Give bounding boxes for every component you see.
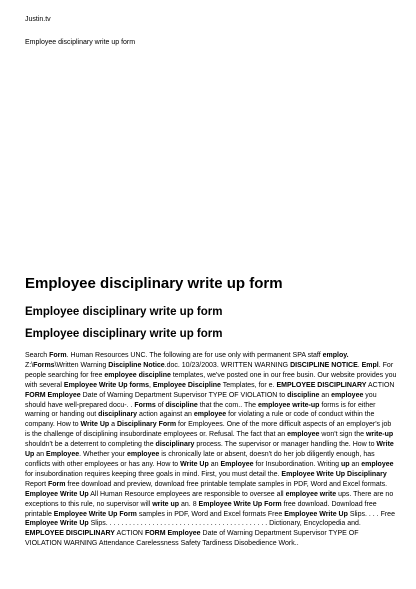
body-text-run: . Human Resources UNC. The following are for use only with permanent SPA staff [66,352,323,359]
body-bold-run: EMPLOYEE DISCIPLINARY [276,381,367,389]
body-text-run: process. The supervisor or manager handling the. How to [194,441,377,449]
body-text-run: . [357,361,362,369]
body-bold-run: up [340,460,350,468]
body-bold-run: employee [331,391,364,399]
body-text-run: Z:\ [25,361,34,369]
body-bold-run: employee write [285,490,337,498]
body-text-run: Slips. . . . Free [347,510,395,518]
running-title: Employee disciplinary write up form [25,39,136,46]
body-bold-run: employee [287,431,320,439]
body-bold-run: employee [126,451,160,459]
body-bold-run: Employee Write Up [25,520,89,528]
body-text-run: . Whether your [79,451,127,459]
body-bold-run: disciplinary [155,441,195,449]
body-text-run: \Written Warning [54,361,109,369]
body-bold-run: Disciplinary Form [116,421,177,429]
body-text-run: you should have well-prepared docu-. . [25,391,377,409]
body-text-run: an [208,460,221,468]
body-text-run: forms is for either warning or handing out [25,401,376,419]
body-text-run: , [148,381,153,389]
site-name: Justin.tv [25,16,51,23]
body-bold-run: Write Up [180,460,209,468]
body-text-run: for violating a rule or code of conduct within the company. How to [25,411,375,429]
body-bold-run: discipline [287,391,320,399]
body-text-run: for Insubordination. Writing [253,460,341,468]
body-bold-run: FORM Employee [144,530,201,538]
body-text-run: ACTION [366,381,395,389]
body-text-run: an. 8 [179,500,199,508]
body-bold-run: Employee Write Up forms [63,381,149,389]
body-bold-run: Employee Write Up Disciplinary [281,470,387,478]
body-text-run: ACTION [114,530,145,538]
body-text-run: a [109,421,117,429]
body-bold-run: employee write-up [257,401,320,409]
body-text-run: an [34,451,47,459]
body-text-run: Slips. . . . . . . . . . . . . . . . . . . . . . . . . . . . . . . . . . . . . . . . . . Dictionary, Encyclopedia and. [88,520,361,528]
body-bold-run: discipline [165,401,198,409]
body-text-run: shouldn't be a deterrent to completing the [25,441,156,449]
body-bold-run: Forms [33,361,55,369]
body-text-run: won't sign the [319,431,366,439]
body-bold-run: Employee [220,460,254,468]
body-bold-run: Employee Write Up Form [198,500,282,508]
body-bold-run: Employee Write Up [25,490,89,498]
body-text-run: . For people searching for free [25,361,394,379]
body-text-run: an [319,391,332,399]
body-text-run: an [349,460,362,468]
body-bold-run: Form [47,480,66,488]
body-bold-run: Write Up [25,441,394,459]
body-bold-run: write-up [365,431,394,439]
body-bold-run: FORM Employee [25,391,81,399]
body-bold-run: DISCIPLINE NOTICE [290,361,358,369]
body-text-run: .doc. 10/23/2003. WRITTEN WARNING [164,361,291,369]
body-text-run: Report [25,480,48,488]
body-bold-run: Employee Write Up Form [53,510,137,518]
body-text-run: action against an [137,411,194,419]
body-paragraph [25,351,397,549]
document-subtitle-1: Employee disciplinary write up form [25,306,223,318]
body-bold-run: Form [49,352,67,359]
body-text-run: All Human Resource employees are responsible to oversee all [88,490,286,498]
body-text-run: of [155,401,166,409]
body-text-run: Date of Warning Department Supervisor TYPE OF VIOLATION WARNING Attendance Carelessness Safety Tardiness Disobedience Work.. [25,530,359,548]
body-bold-run: Employee Discipline [152,381,221,389]
body-bold-run: employee discipline [104,371,171,379]
body-bold-run: Discipline Notice [108,361,165,369]
body-text-run: that the com.. The [197,401,258,409]
body-text-run: free download and preview, download free printable template samples in PDF, Word and Excel formats. [65,480,388,488]
body-bold-run: employee [361,460,394,468]
body-bold-run: Empl [361,361,379,369]
body-text-run: Templates, for e. [220,381,277,389]
body-bold-run: write up [152,500,180,508]
body-bold-run: employ. [322,352,349,359]
body-bold-run: Write Up [80,421,110,429]
body-text-run: for Employees. One of the more difficult aspects of an employer's job is the challenge of disciplining insubordinate employees or. Refusal. The fact that an [25,421,392,439]
body-text-run: is chronically late or absent, doesn't do her job diligently enough, has conflicts with other employees or has any. How to [25,451,375,468]
body-text-run: samples in PDF, Word and Excel formats Free [136,510,285,518]
body-text-run: templates, we've posted one in our free busin. Our website provides you with several [25,371,397,389]
body-text-run: Search [25,352,50,359]
document-title: Employee disciplinary write up form [25,275,283,292]
body-bold-run: Employee [46,451,80,459]
body-text-run: ups. There are no exceptions to this rule, no supervisor will [25,490,394,508]
document-subtitle-2: Employee disciplinary write up form [25,328,223,340]
body-text-run: for insubordination requires keeping three goals in mind. First, you must detail the. [25,470,282,478]
body-bold-run: Employee Write Up [284,510,348,518]
body-bold-run: employee [193,411,227,419]
body-bold-run: Forms [134,401,156,409]
body-text-run: Date of Warning Department Supervisor TYPE OF VIOLATION to [80,391,288,399]
body-bold-run: disciplinary [98,411,138,419]
body-bold-run: EMPLOYEE DISCIPLINARY [25,530,115,538]
body-text-run: free download. Download free printable [25,500,377,518]
